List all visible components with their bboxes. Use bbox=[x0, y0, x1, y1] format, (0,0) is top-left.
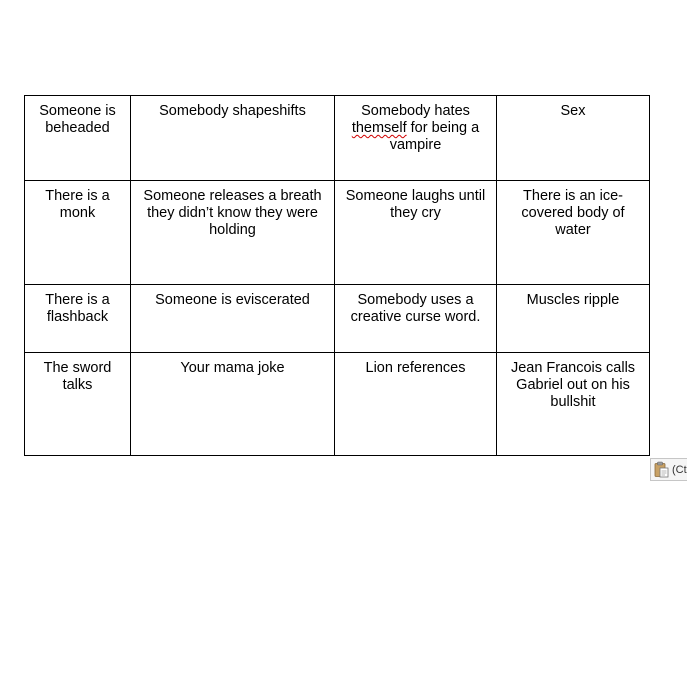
table-cell[interactable]: Jean Francois calls Gabriel out on his bullshit bbox=[497, 353, 650, 456]
table-cell[interactable]: Lion references bbox=[335, 353, 497, 456]
cell-text-part: Somebody hates bbox=[361, 103, 470, 119]
table-cell[interactable]: Somebody shapeshifts bbox=[131, 96, 335, 181]
paste-options-button[interactable] bbox=[650, 458, 687, 481]
table-cell[interactable]: Someone releases a breath they didn’t know they were holding bbox=[131, 181, 335, 285]
cell-text-part: for being a vampire bbox=[389, 120, 480, 153]
table-cell[interactable]: There is a monk bbox=[25, 181, 131, 285]
table-row bbox=[25, 353, 650, 456]
clipboard-icon bbox=[654, 461, 670, 478]
table-cell[interactable]: There is a flashback bbox=[25, 285, 131, 353]
table-cell[interactable]: There is an ice-covered body of water bbox=[497, 181, 650, 285]
table-cell[interactable]: Muscles ripple bbox=[497, 285, 650, 353]
table-cell[interactable]: Someone is beheaded bbox=[25, 96, 131, 181]
table-cell[interactable]: Someone laughs until they cry bbox=[335, 181, 497, 285]
table-cell[interactable]: The sword talks bbox=[25, 353, 131, 456]
paste-options-label: (Ct bbox=[672, 463, 687, 476]
misspelled-word[interactable]: themself bbox=[351, 120, 407, 136]
table-row bbox=[25, 181, 650, 285]
table-cell[interactable]: Your mama joke bbox=[131, 353, 335, 456]
bingo-table bbox=[24, 95, 650, 456]
table-cell[interactable] bbox=[335, 96, 497, 181]
table-cell[interactable]: Somebody uses a creative curse word. bbox=[335, 285, 497, 353]
table-row bbox=[25, 96, 650, 181]
table-row bbox=[25, 285, 650, 353]
table-cell[interactable]: Sex bbox=[497, 96, 650, 181]
table-cell[interactable]: Someone is eviscerated bbox=[131, 285, 335, 353]
